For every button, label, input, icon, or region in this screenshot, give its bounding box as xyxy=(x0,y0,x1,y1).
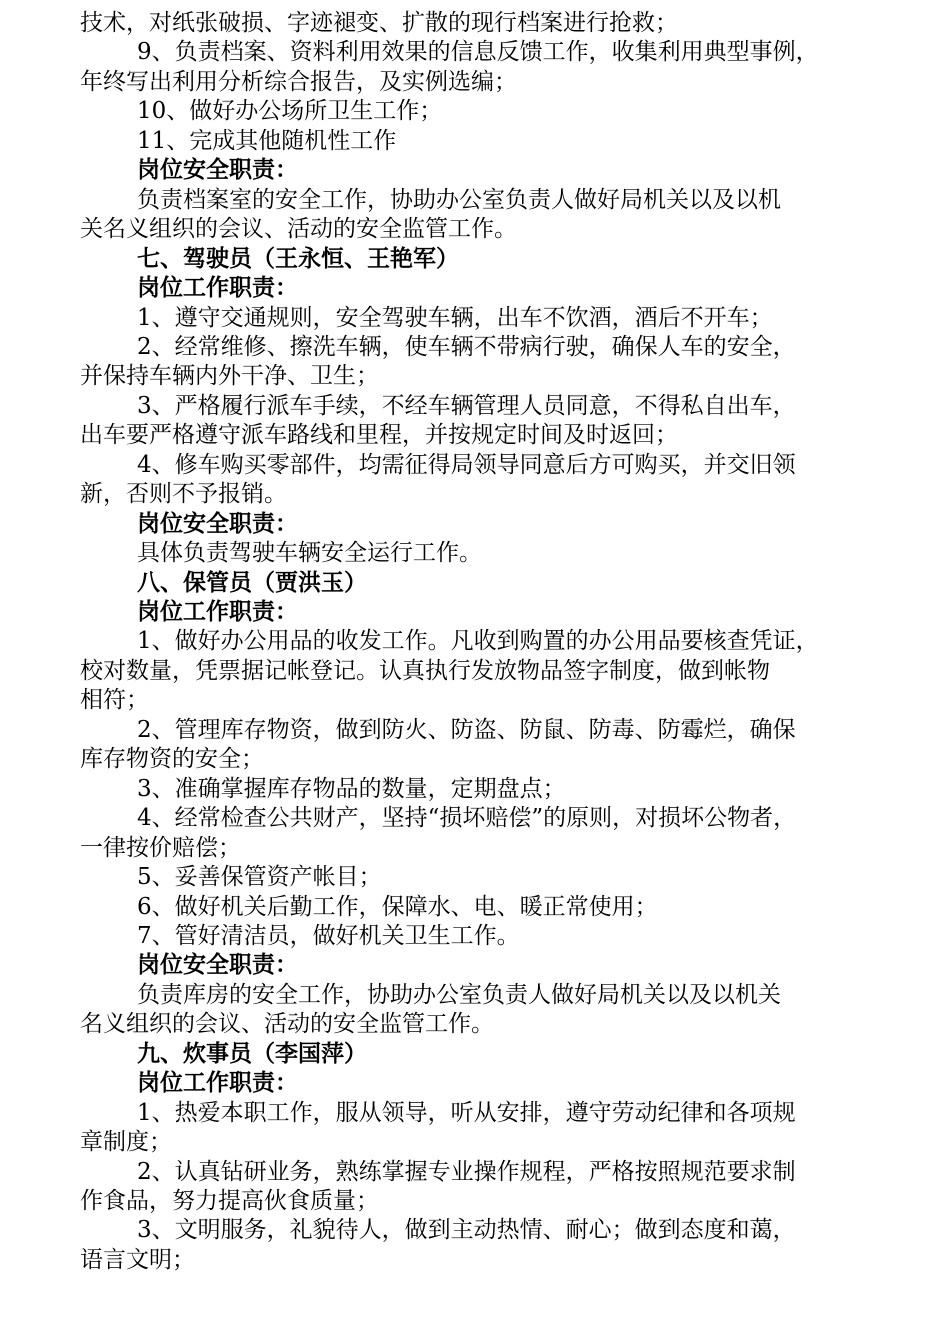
text-line: 语言文明； xyxy=(80,1246,195,1273)
text-line: 3、准确掌握库存物品的数量，定期盘点； xyxy=(137,775,566,802)
text-line: 负责档案室的安全工作，协助办公室负责人做好局机关以及以机 xyxy=(137,186,781,213)
section-heading: 岗位安全职责： xyxy=(137,509,298,537)
section-heading: 七、驾驶员（王永恒、王艳军） xyxy=(137,244,459,272)
section-heading: 岗位安全职责： xyxy=(137,156,298,184)
text-line: 负责库房的安全工作，协助办公室负责人做好局机关以及以机关 xyxy=(137,981,781,1008)
text-line: 11、完成其他随机性工作 xyxy=(137,127,397,154)
text-line: 名义组织的会议、活动的安全监管工作。 xyxy=(80,1011,494,1038)
section-heading: 岗位安全职责： xyxy=(137,951,298,979)
text-line: 4、经常检查公共财产，坚持“损坏赔偿”的原则，对损坏公物者， xyxy=(137,805,797,832)
text-line: 校对数量，凭票据记帐登记。认真执行发放物品签字制度，做到帐物 xyxy=(80,657,770,684)
text-line: 一律按价赔偿； xyxy=(80,834,241,861)
section-heading: 八、保管员（贾洪玉） xyxy=(137,568,367,596)
text-line: 5、妥善保管资产帐目； xyxy=(137,864,382,891)
text-line: 年终写出利用分析综合报告，及实例选编； xyxy=(80,68,517,95)
section-heading: 岗位工作职责： xyxy=(137,1069,298,1097)
text-line: 出车要严格遵守派车路线和里程，并按规定时间及时返回； xyxy=(80,422,678,449)
section-heading: 岗位工作职责： xyxy=(137,598,298,625)
text-line: 章制度； xyxy=(80,1129,172,1156)
text-line: 7、管好清洁员，做好机关卫生工作。 xyxy=(137,922,520,949)
text-line: 2、经常维修、擦洗车辆，使车辆不带病行驶，确保人车的安全， xyxy=(137,333,796,360)
section-heading: 岗位工作职责： xyxy=(137,274,298,302)
text-line: 9、负责档案、资料利用效果的信息反馈工作，收集利用典型事例， xyxy=(137,39,819,66)
text-line: 6、做好机关后勤工作，保障水、电、暖正常使用； xyxy=(137,893,658,920)
text-line: 1、遵守交通规则，安全驾驶车辆，出车不饮酒，酒后不开车； xyxy=(137,304,773,331)
text-line: 2、认真钻研业务，熟练掌握专业操作规程，严格按照规范要求制 xyxy=(137,1158,796,1185)
text-line: 1、热爱本职工作，服从领导，听从安排，遵守劳动纪律和各项规 xyxy=(137,1099,796,1126)
text-line: 新，否则不予报销。 xyxy=(80,481,287,508)
text-line: 相符； xyxy=(80,687,149,714)
text-line: 具体负责驾驶车辆安全运行工作。 xyxy=(137,540,482,567)
text-line: 10、做好办公场所卫生工作； xyxy=(137,98,443,125)
text-line: 库存物资的安全； xyxy=(80,746,264,773)
text-line: 关名义组织的会议、活动的安全监管工作。 xyxy=(80,216,517,243)
text-line: 2、管理库存物资，做到防火、防盗、防鼠、防毒、防霉烂，确保 xyxy=(137,716,796,743)
text-line: 并保持车辆内外干净、卫生； xyxy=(80,363,379,390)
text-line: 3、文明服务，礼貌待人，做到主动热情、耐心；做到态度和蔼， xyxy=(137,1217,796,1244)
text-line: 作食品，努力提高伙食质量； xyxy=(80,1188,379,1214)
section-heading: 九、炊事员（李国萍） xyxy=(137,1039,367,1067)
text-line: 技术，对纸张破损、字迹褪变、扩散的现行档案进行抢救； xyxy=(80,10,678,36)
text-line: 1、做好办公用品的收发工作。凡收到购置的办公用品要核查凭证， xyxy=(137,628,819,655)
text-line: 4、修车购买零部件，均需征得局领导同意后方可购买，并交旧领 xyxy=(137,451,796,478)
text-line: 3、严格履行派车手续，不经车辆管理人员同意，不得私自出车， xyxy=(137,392,796,419)
